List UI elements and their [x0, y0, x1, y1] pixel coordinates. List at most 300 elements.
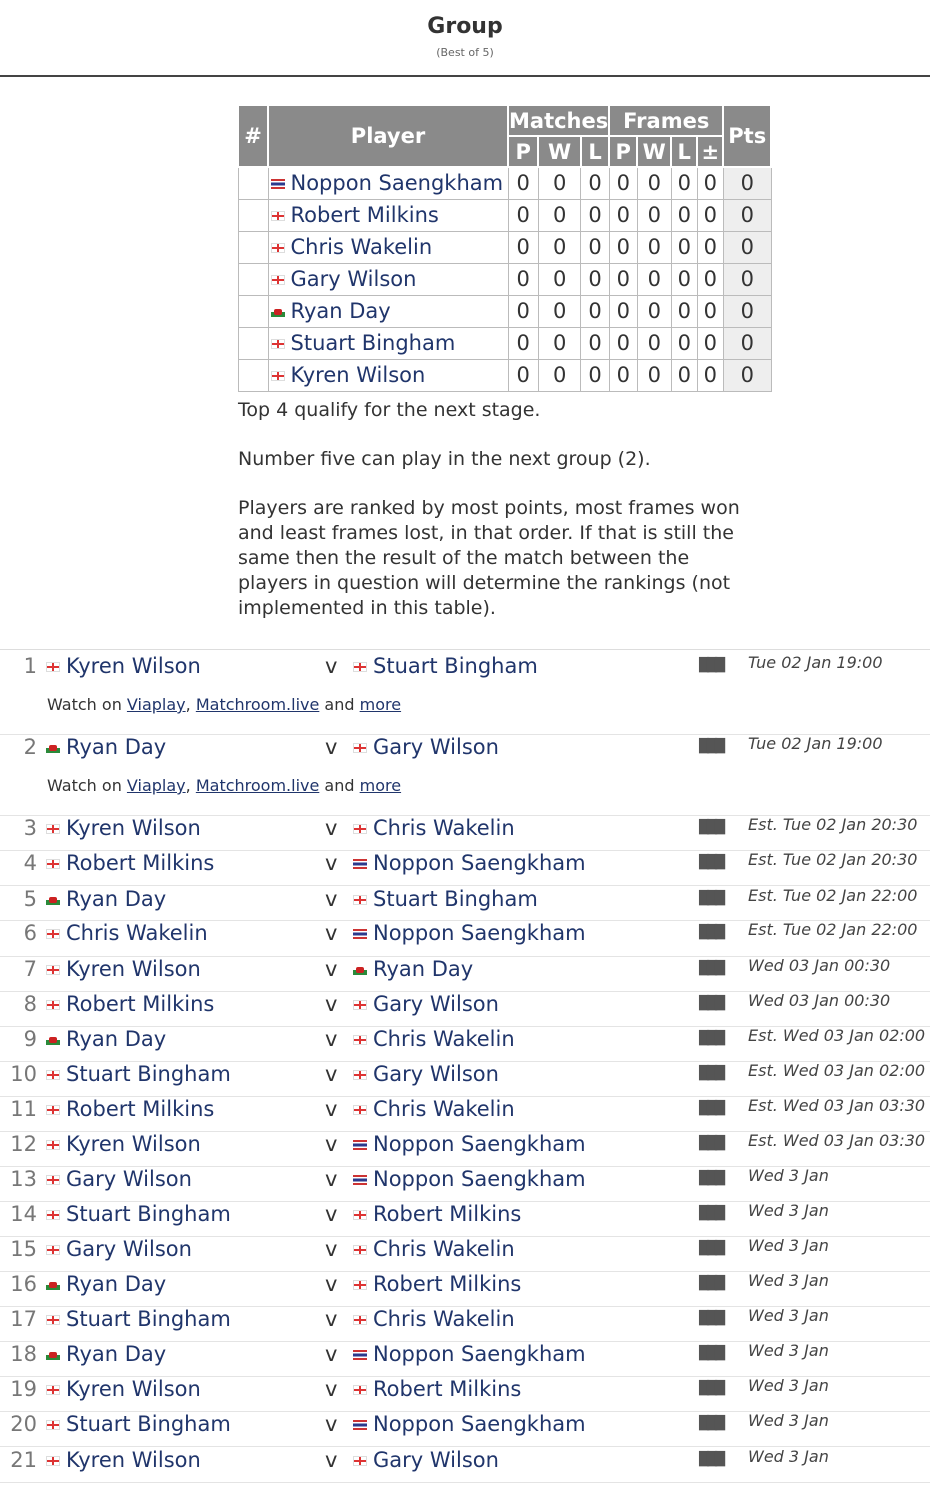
stat-pts: 0: [723, 199, 771, 231]
stat-pts: 0: [723, 327, 771, 359]
away-player: [353, 1307, 515, 1331]
stat-fw: 0: [637, 231, 671, 263]
match-datetime: Tue 02 Jan 19:00: [748, 653, 883, 672]
wal-flag-icon: [46, 1035, 60, 1045]
match-datetime: Est. Wed 03 Jan 02:00: [748, 1026, 926, 1045]
match-number: 17: [10, 1307, 37, 1331]
eng-flag-icon: [271, 275, 285, 285]
player-cell: [268, 167, 508, 199]
stat-fp: 0: [609, 359, 637, 391]
stat-fl: 0: [671, 295, 697, 327]
divider: [0, 649, 930, 650]
col-frames-diff: ±: [697, 136, 723, 167]
tha-flag-icon: [271, 179, 285, 189]
col-pts: Pts: [723, 105, 771, 167]
home-player: [46, 1377, 201, 1401]
watch-prefix: Watch on: [47, 776, 122, 795]
versus-label: v: [325, 992, 338, 1016]
head-to-head-icon[interactable]: ███: [699, 1452, 723, 1467]
home-player: [46, 1167, 192, 1191]
match-number: 19: [10, 1377, 37, 1401]
eng-flag-icon: [353, 1385, 367, 1395]
eng-flag-icon: [46, 1315, 60, 1325]
away-player: [353, 1412, 586, 1436]
stat-fl: 0: [671, 167, 697, 199]
eng-flag-icon: [46, 1000, 60, 1010]
col-matches-lost: L: [581, 136, 609, 167]
home-player: [46, 735, 166, 759]
col-frames-played: P: [609, 136, 637, 167]
home-player: [46, 1132, 201, 1156]
match-number: 1: [23, 654, 37, 678]
head-to-head-icon[interactable]: ███: [699, 1136, 723, 1151]
stat-ml: 0: [581, 327, 609, 359]
eng-flag-icon: [46, 1385, 60, 1395]
home-player: [46, 1448, 201, 1472]
match-datetime: Est. Wed 03 Jan 03:30: [748, 1131, 926, 1150]
eng-flag-icon: [353, 1315, 367, 1325]
wal-flag-icon: [271, 307, 285, 317]
standings-table: [237, 104, 772, 392]
note-qualify: Top 4 qualify for the next stage.: [238, 399, 541, 421]
away-player-link[interactable]: Chris Wakelin: [373, 1097, 515, 1121]
stat-fp: 0: [609, 167, 637, 199]
match-row: [0, 1097, 930, 1132]
watch-links: [47, 776, 401, 795]
player-cell: [268, 231, 508, 263]
home-player-link[interactable]: Ryan Day: [66, 887, 167, 911]
match-number: 8: [23, 992, 37, 1016]
watch-and: and: [324, 776, 355, 795]
match-row: [0, 1448, 930, 1483]
head-to-head-icon[interactable]: ███: [699, 1241, 723, 1256]
away-player: [353, 1167, 586, 1191]
home-player-link[interactable]: Stuart Bingham: [66, 1202, 231, 1226]
eng-flag-icon: [46, 824, 60, 834]
head-to-head-icon[interactable]: ███: [699, 1031, 723, 1046]
versus-label: v: [325, 1027, 338, 1051]
match-datetime: Est. Wed 03 Jan 03:30: [748, 1096, 926, 1115]
match-number: 4: [23, 851, 37, 875]
stat-fw: 0: [637, 327, 671, 359]
player-link[interactable]: Kyren Wilson: [290, 363, 426, 387]
home-player-link[interactable]: Kyren Wilson: [66, 816, 201, 840]
col-rank: #: [238, 105, 268, 167]
eng-flag-icon: [353, 662, 367, 672]
head-to-head-icon[interactable]: ███: [699, 1101, 723, 1116]
versus-label: v: [325, 1307, 338, 1331]
match-number: 9: [23, 1027, 37, 1051]
stat-fl: 0: [671, 359, 697, 391]
versus-label: v: [325, 654, 338, 678]
stat-ml: 0: [581, 199, 609, 231]
eng-flag-icon: [353, 1035, 367, 1045]
eng-flag-icon: [353, 824, 367, 834]
player-cell: [268, 295, 508, 327]
eng-flag-icon: [353, 1210, 367, 1220]
away-player-link[interactable]: Noppon Saengkham: [373, 851, 586, 875]
player-link[interactable]: Gary Wilson: [290, 267, 417, 291]
head-to-head-icon[interactable]: ███: [699, 996, 723, 1011]
away-player-link[interactable]: Gary Wilson: [373, 1448, 499, 1472]
rank-cell: [238, 167, 268, 199]
away-player-link[interactable]: Chris Wakelin: [373, 1237, 515, 1261]
standings-row: [238, 359, 771, 391]
versus-label: v: [325, 921, 338, 945]
stat-mw: 0: [538, 167, 581, 199]
home-player-link[interactable]: Gary Wilson: [66, 1237, 192, 1261]
away-player: [353, 816, 515, 840]
match-row: [0, 1342, 930, 1377]
match-number: 21: [10, 1448, 37, 1472]
stat-ml: 0: [581, 295, 609, 327]
match-datetime: Est. Tue 02 Jan 22:00: [748, 920, 918, 939]
matchroom-link[interactable]: Matchroom.live: [195, 776, 320, 795]
stat-fp: 0: [609, 327, 637, 359]
home-player-link[interactable]: Robert Milkins: [66, 851, 215, 875]
head-to-head-icon[interactable]: ███: [699, 961, 723, 976]
match-number: 15: [10, 1237, 37, 1261]
standings-row: [238, 199, 771, 231]
home-player-link[interactable]: Chris Wakelin: [66, 921, 208, 945]
stat-mw: 0: [538, 263, 581, 295]
player-link[interactable]: Ryan Day: [290, 299, 391, 323]
home-player-link[interactable]: Gary Wilson: [66, 1167, 192, 1191]
home-player-link[interactable]: Ryan Day: [66, 1272, 167, 1296]
stat-mw: 0: [538, 231, 581, 263]
eng-flag-icon: [46, 662, 60, 672]
match-number: 13: [10, 1167, 37, 1191]
head-to-head-icon[interactable]: ███: [699, 1171, 723, 1186]
home-player-link[interactable]: Ryan Day: [66, 1027, 167, 1051]
versus-label: v: [325, 887, 338, 911]
standings-row: [238, 327, 771, 359]
tha-flag-icon: [353, 1175, 367, 1185]
away-player: [353, 1377, 521, 1401]
match-number: 6: [23, 921, 37, 945]
match-number: 5: [23, 887, 37, 911]
versus-label: v: [325, 1202, 338, 1226]
away-player-link[interactable]: Ryan Day: [373, 957, 474, 981]
away-player-link[interactable]: Chris Wakelin: [373, 1307, 515, 1331]
home-player-link[interactable]: Stuart Bingham: [66, 1412, 231, 1436]
stat-fd: 0: [697, 359, 723, 391]
stat-mw: 0: [538, 295, 581, 327]
eng-flag-icon: [46, 1210, 60, 1220]
stat-fd: 0: [697, 167, 723, 199]
wal-flag-icon: [353, 965, 367, 975]
away-player: [353, 1272, 521, 1296]
eng-flag-icon: [46, 859, 60, 869]
table-notes: [238, 398, 758, 645]
versus-label: v: [325, 1132, 338, 1156]
match-datetime: Est. Wed 03 Jan 02:00: [748, 1061, 926, 1080]
more-link[interactable]: more: [359, 776, 402, 795]
head-to-head-icon[interactable]: ███: [699, 1311, 723, 1326]
eng-flag-icon: [46, 1456, 60, 1466]
match-datetime: Tue 02 Jan 19:00: [748, 734, 883, 753]
home-player: [46, 1237, 192, 1261]
stat-fl: 0: [671, 231, 697, 263]
tha-flag-icon: [353, 859, 367, 869]
head-to-head-icon[interactable]: ███: [699, 891, 723, 906]
player-link[interactable]: Stuart Bingham: [290, 331, 456, 355]
page-subtitle: (Best of 5): [436, 46, 494, 59]
rank-cell: [238, 231, 268, 263]
wal-flag-icon: [46, 1280, 60, 1290]
home-player-link[interactable]: Kyren Wilson: [66, 957, 201, 981]
eng-flag-icon: [353, 1070, 367, 1080]
away-player: [353, 1132, 586, 1156]
stat-ml: 0: [581, 359, 609, 391]
away-player-link[interactable]: Stuart Bingham: [373, 654, 538, 678]
match-row: [0, 1237, 930, 1272]
away-player-link[interactable]: Stuart Bingham: [373, 887, 538, 911]
match-row: [0, 1167, 930, 1202]
match-datetime: Wed 3 Jan: [748, 1447, 829, 1466]
standings-row: [238, 231, 771, 263]
player-link[interactable]: Chris Wakelin: [290, 235, 433, 259]
home-player-link[interactable]: Ryan Day: [66, 735, 167, 759]
player-link[interactable]: Robert Milkins: [290, 203, 439, 227]
away-player: [353, 851, 586, 875]
home-player: [46, 1307, 231, 1331]
home-player: [46, 1027, 166, 1051]
col-player: Player: [268, 105, 508, 167]
versus-label: v: [325, 816, 338, 840]
head-to-head-icon[interactable]: ███: [699, 1276, 723, 1291]
head-to-head-icon[interactable]: ███: [699, 1346, 723, 1361]
col-frames-lost: L: [671, 136, 697, 167]
versus-label: v: [325, 1237, 338, 1261]
stat-fp: 0: [609, 263, 637, 295]
stat-fw: 0: [637, 295, 671, 327]
stat-ml: 0: [581, 167, 609, 199]
watch-links: [47, 695, 401, 714]
more-link[interactable]: more: [359, 695, 402, 714]
home-player: [46, 1097, 214, 1121]
head-to-head-icon[interactable]: ███: [699, 1416, 723, 1431]
stat-fl: 0: [671, 327, 697, 359]
match-datetime: Est. Tue 02 Jan 20:30: [748, 815, 918, 834]
stat-mp: 0: [508, 167, 538, 199]
versus-label: v: [325, 1342, 338, 1366]
match-row: [0, 816, 930, 851]
stat-mp: 0: [508, 359, 538, 391]
stat-fd: 0: [697, 327, 723, 359]
away-player: [353, 1342, 586, 1366]
eng-flag-icon: [353, 1280, 367, 1290]
away-player-link[interactable]: Robert Milkins: [373, 1377, 522, 1401]
away-player-link[interactable]: Chris Wakelin: [373, 1027, 515, 1051]
match-datetime: Wed 3 Jan: [748, 1411, 829, 1430]
home-player-link[interactable]: Kyren Wilson: [66, 1132, 201, 1156]
away-player-link[interactable]: Robert Milkins: [373, 1202, 522, 1226]
away-player-link[interactable]: Robert Milkins: [373, 1272, 522, 1296]
versus-label: v: [325, 851, 338, 875]
stat-fw: 0: [637, 359, 671, 391]
versus-label: v: [325, 1272, 338, 1296]
stat-fw: 0: [637, 199, 671, 231]
match-row: [0, 1202, 930, 1237]
col-matches-won: W: [538, 136, 581, 167]
away-player: [353, 1237, 515, 1261]
eng-flag-icon: [271, 211, 285, 221]
home-player-link[interactable]: Robert Milkins: [66, 1097, 215, 1121]
away-player-link[interactable]: Gary Wilson: [373, 1062, 499, 1086]
player-cell: [268, 263, 508, 295]
head-to-head-icon[interactable]: ███: [699, 925, 723, 940]
note-ranking: Players are ranked by most points, most frames won and least frames lost, in that order. If that is still the same then the result of the match between the players in question will determine the rankings (not implemented in this table).: [238, 497, 740, 619]
home-player: [46, 957, 201, 981]
match-datetime: Wed 3 Jan: [748, 1341, 829, 1360]
match-datetime: Wed 3 Jan: [748, 1376, 829, 1395]
away-player: [353, 1027, 515, 1051]
eng-flag-icon: [353, 1105, 367, 1115]
home-player: [46, 654, 201, 678]
watch-comma: ,: [185, 695, 191, 714]
match-row: [0, 1377, 930, 1412]
stat-ml: 0: [581, 263, 609, 295]
home-player-link[interactable]: Stuart Bingham: [66, 1062, 231, 1086]
eng-flag-icon: [46, 929, 60, 939]
head-to-head-icon[interactable]: ███: [699, 1206, 723, 1221]
away-player: [353, 1062, 499, 1086]
match-datetime: Wed 3 Jan: [748, 1201, 829, 1220]
match-row: [0, 735, 930, 816]
head-to-head-icon[interactable]: ███: [699, 739, 723, 754]
rank-cell: [238, 295, 268, 327]
match-number: 20: [10, 1412, 37, 1436]
standings-row: [238, 263, 771, 295]
stat-fp: 0: [609, 295, 637, 327]
watch-and: and: [324, 695, 355, 714]
away-player-link[interactable]: Gary Wilson: [373, 735, 499, 759]
eng-flag-icon: [46, 1175, 60, 1185]
versus-label: v: [325, 1377, 338, 1401]
player-cell: [268, 199, 508, 231]
eng-flag-icon: [46, 1245, 60, 1255]
eng-flag-icon: [353, 1456, 367, 1466]
match-datetime: Est. Tue 02 Jan 20:30: [748, 850, 918, 869]
match-number: 16: [10, 1272, 37, 1296]
home-player-link[interactable]: Stuart Bingham: [66, 1307, 231, 1331]
match-number: 2: [23, 735, 37, 759]
home-player-link[interactable]: Ryan Day: [66, 1342, 167, 1366]
home-player: [46, 921, 208, 945]
home-player-link[interactable]: Robert Milkins: [66, 992, 215, 1016]
match-row: [0, 992, 930, 1027]
match-number: 14: [10, 1202, 37, 1226]
versus-label: v: [325, 1062, 338, 1086]
tha-flag-icon: [353, 1420, 367, 1430]
eng-flag-icon: [271, 339, 285, 349]
viaplay-link[interactable]: Viaplay: [126, 695, 186, 714]
home-player-link[interactable]: Kyren Wilson: [66, 1448, 201, 1472]
head-to-head-icon[interactable]: ███: [699, 1066, 723, 1081]
match-row: [0, 1412, 930, 1447]
away-player-link[interactable]: Noppon Saengkham: [373, 1132, 586, 1156]
head-to-head-icon[interactable]: ███: [699, 820, 723, 835]
head-to-head-icon[interactable]: ███: [699, 855, 723, 870]
home-player: [46, 992, 214, 1016]
away-player-link[interactable]: Chris Wakelin: [373, 816, 515, 840]
away-player-link[interactable]: Noppon Saengkham: [373, 921, 586, 945]
match-number: 3: [23, 816, 37, 840]
note-fifth-place: Number five can play in the next group (2).: [238, 448, 651, 470]
page-header: [0, 0, 930, 77]
away-player: [353, 887, 538, 911]
stat-pts: 0: [723, 167, 771, 199]
eng-flag-icon: [46, 965, 60, 975]
match-number: 7: [23, 957, 37, 981]
col-frames: Frames: [609, 105, 723, 136]
away-player-link[interactable]: Noppon Saengkham: [373, 1167, 586, 1191]
eng-flag-icon: [353, 743, 367, 753]
home-player: [46, 1412, 231, 1436]
col-frames-won: W: [637, 136, 671, 167]
watch-prefix: Watch on: [47, 695, 122, 714]
player-link[interactable]: Noppon Saengkham: [290, 171, 504, 196]
home-player: [46, 816, 201, 840]
page-title: Group: [427, 14, 503, 39]
stat-fw: 0: [637, 263, 671, 295]
home-player-link[interactable]: Kyren Wilson: [66, 1377, 201, 1401]
away-player-link[interactable]: Noppon Saengkham: [373, 1342, 586, 1366]
home-player-link[interactable]: Kyren Wilson: [66, 654, 201, 678]
eng-flag-icon: [46, 1105, 60, 1115]
tha-flag-icon: [353, 929, 367, 939]
col-matches: Matches: [508, 105, 609, 136]
head-to-head-icon[interactable]: ███: [699, 658, 723, 673]
stat-fd: 0: [697, 295, 723, 327]
away-player-link[interactable]: Noppon Saengkham: [373, 1412, 586, 1436]
stat-mw: 0: [538, 199, 581, 231]
home-player: [46, 1272, 166, 1296]
head-to-head-icon[interactable]: ███: [699, 1381, 723, 1396]
match-row: [0, 921, 930, 957]
away-player: [353, 992, 499, 1016]
versus-label: v: [325, 735, 338, 759]
versus-label: v: [325, 1412, 338, 1436]
viaplay-link[interactable]: Viaplay: [126, 776, 186, 795]
match-number: 11: [10, 1097, 37, 1121]
stat-fd: 0: [697, 199, 723, 231]
match-row: [0, 957, 930, 992]
versus-label: v: [325, 1097, 338, 1121]
matchroom-link[interactable]: Matchroom.live: [195, 695, 320, 714]
eng-flag-icon: [46, 1140, 60, 1150]
stat-mp: 0: [508, 263, 538, 295]
stat-fd: 0: [697, 263, 723, 295]
rank-cell: [238, 327, 268, 359]
col-matches-played: P: [508, 136, 538, 167]
eng-flag-icon: [271, 371, 285, 381]
eng-flag-icon: [46, 1070, 60, 1080]
match-datetime: Wed 3 Jan: [748, 1306, 829, 1325]
versus-label: v: [325, 1448, 338, 1472]
away-player: [353, 735, 499, 759]
away-player-link[interactable]: Gary Wilson: [373, 992, 499, 1016]
match-datetime: Wed 3 Jan: [748, 1236, 829, 1255]
match-row: [0, 654, 930, 735]
stat-pts: 0: [723, 263, 771, 295]
match-datetime: Est. Tue 02 Jan 22:00: [748, 886, 918, 905]
eng-flag-icon: [353, 1245, 367, 1255]
player-cell: [268, 327, 508, 359]
stat-mp: 0: [508, 199, 538, 231]
match-row: [0, 1307, 930, 1342]
